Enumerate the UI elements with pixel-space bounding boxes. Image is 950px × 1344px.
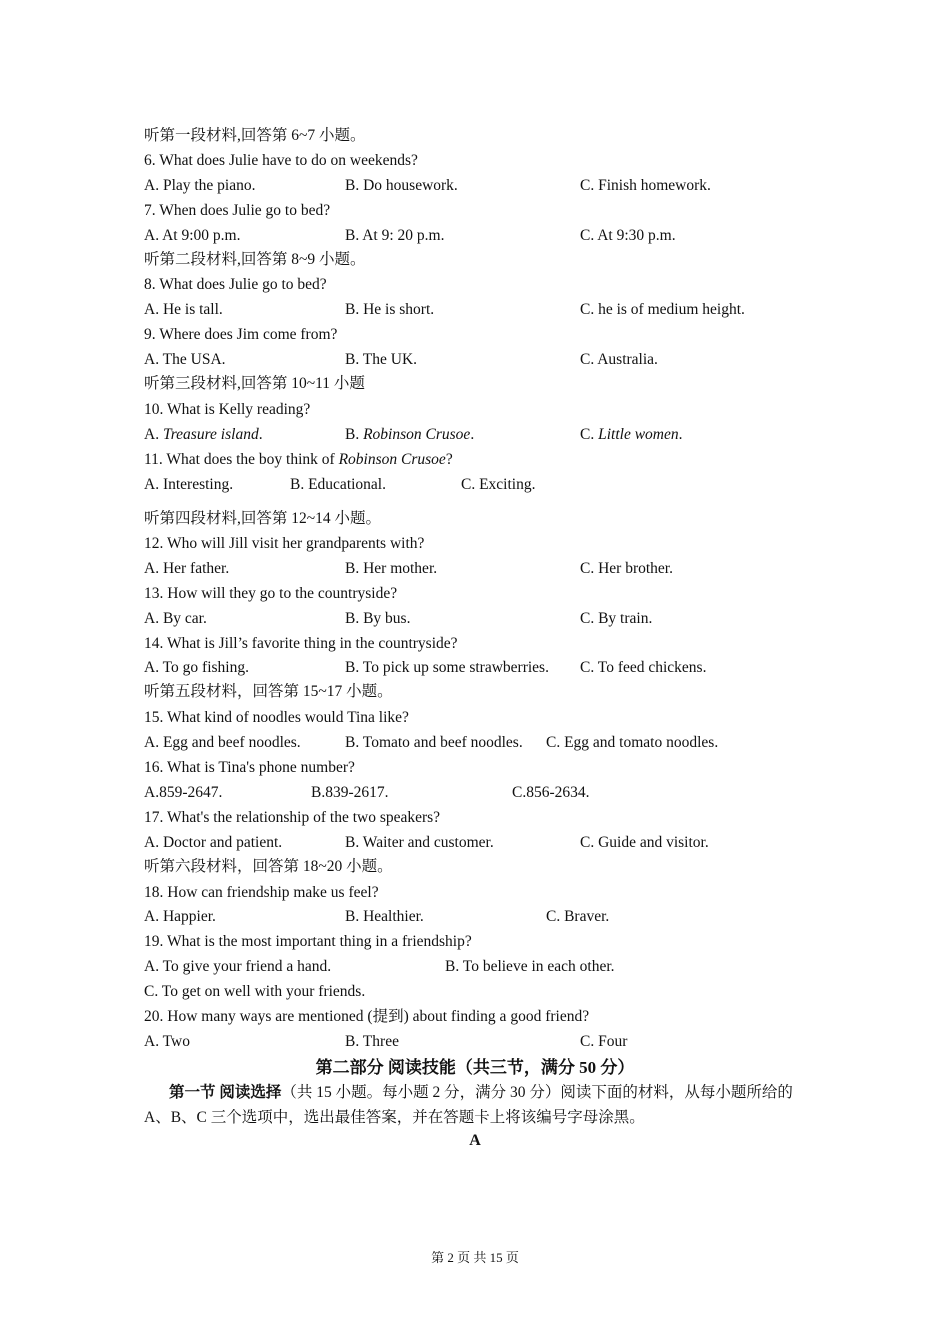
option-b: B. Three bbox=[345, 1033, 399, 1050]
question-18: 18. How can friendship make us feel? bbox=[144, 884, 379, 901]
passage-label: A bbox=[469, 1132, 481, 1149]
option-c: C. Little women. bbox=[580, 426, 683, 443]
option-b: B. Healthier. bbox=[345, 908, 424, 925]
option-c: C.856-2634. bbox=[512, 784, 590, 801]
option-b: B. Do housework. bbox=[345, 177, 458, 194]
option-a: A. Egg and beef noodles. bbox=[144, 734, 301, 751]
question-15: 15. What kind of noodles would Tina like? bbox=[144, 709, 409, 726]
part-two-title: 第二部分 阅读技能（共三节，满分 50 分） bbox=[315, 1058, 635, 1077]
option-b: B. Educational. bbox=[290, 476, 386, 493]
question-20: 20. How many ways are mentioned (提到) about finding a good friend? bbox=[144, 1008, 590, 1025]
option-b: B. Robinson Crusoe. bbox=[345, 426, 475, 443]
option-b: B. At 9: 20 p.m. bbox=[345, 227, 445, 244]
question-9: 9. Where does Jim come from? bbox=[144, 326, 338, 343]
book-title: Treasure island bbox=[162, 426, 259, 443]
option-c: C. Finish homework. bbox=[580, 177, 711, 194]
option-b: B. To believe in each other. bbox=[445, 958, 615, 975]
option-b: B. To pick up some strawberries. bbox=[345, 659, 549, 676]
section-heading-2: 听第二段材料,回答第 8~9 小题。 bbox=[144, 251, 366, 268]
question-12: 12. Who will Jill visit her grandparents with? bbox=[144, 535, 425, 552]
section-one-instructions bbox=[144, 1080, 800, 1130]
option-a: A. Play the piano. bbox=[144, 177, 256, 194]
section-one-text: （共 15 小题。每小题 2 分，满分 30 分）阅读下面的材料，从每小题所给的 A、B、C 三个选项中，选出最佳答案，并在答题卡上将该编号字母涂黑。 bbox=[144, 1084, 793, 1126]
section-heading-5: 听第五段材料，回答第 15~17 小题。 bbox=[144, 683, 393, 700]
book-title: Robinson Crusoe bbox=[338, 451, 446, 468]
section-heading-3: 听第三段材料,回答第 10~11 小题 bbox=[144, 375, 365, 392]
option-c: C. To feed chickens. bbox=[580, 659, 707, 676]
section-one-label: 第一节 阅读选择 bbox=[169, 1084, 282, 1101]
option-b: B. Tomato and beef noodles. bbox=[345, 734, 523, 751]
option-c: C. Australia. bbox=[580, 351, 658, 368]
question-14: 14. What is Jill’s favorite thing in the countryside? bbox=[144, 635, 458, 652]
option-a: A. By car. bbox=[144, 610, 207, 627]
page-number: 第 2 页 共 15 页 bbox=[431, 1250, 519, 1265]
question-16: 16. What is Tina's phone number? bbox=[144, 759, 355, 776]
option-c: C. Four bbox=[580, 1033, 628, 1050]
option-b: B. Waiter and customer. bbox=[345, 834, 494, 851]
option-c: C. he is of medium height. bbox=[580, 301, 745, 318]
option-a: A. To go fishing. bbox=[144, 659, 249, 676]
question-6: 6. What does Julie have to do on weekends? bbox=[144, 152, 418, 169]
option-a: A. At 9:00 p.m. bbox=[144, 227, 241, 244]
section-heading-1: 听第一段材料,回答第 6~7 小题。 bbox=[144, 127, 366, 144]
option-b: B. He is short. bbox=[345, 301, 435, 318]
option-a: A. To give your friend a hand. bbox=[144, 958, 332, 975]
option-a: A. Interesting. bbox=[144, 476, 234, 493]
option-b: B. The UK. bbox=[345, 351, 418, 368]
section-heading-6: 听第六段材料，回答第 18~20 小题。 bbox=[144, 858, 393, 875]
option-a: A. Happier. bbox=[144, 908, 216, 925]
option-a: A. Doctor and patient. bbox=[144, 834, 283, 851]
option-c: C. Exciting. bbox=[461, 476, 536, 493]
option-c: C. Braver. bbox=[546, 908, 610, 925]
question-17: 17. What's the relationship of the two speakers? bbox=[144, 809, 441, 826]
option-c: C. Egg and tomato noodles. bbox=[546, 734, 719, 751]
option-c: C. Her brother. bbox=[580, 560, 673, 577]
option-b: B. By bus. bbox=[345, 610, 411, 627]
question-11: 11. What does the boy think of Robinson Crusoe? bbox=[144, 451, 453, 468]
question-13: 13. How will they go to the countryside? bbox=[144, 585, 398, 602]
option-b: B.839-2617. bbox=[311, 784, 389, 801]
option-a: A.859-2647. bbox=[144, 784, 223, 801]
question-10: 10. What is Kelly reading? bbox=[144, 401, 311, 418]
question-7: 7. When does Julie go to bed? bbox=[144, 202, 331, 219]
book-title: Little women bbox=[598, 426, 679, 443]
option-a: A. The USA. bbox=[144, 351, 226, 368]
section-heading-4: 听第四段材料,回答第 12~14 小题。 bbox=[144, 510, 382, 527]
option-a: A. He is tall. bbox=[144, 301, 223, 318]
option-b: B. Her mother. bbox=[345, 560, 438, 577]
option-c: C. At 9:30 p.m. bbox=[580, 227, 676, 244]
option-c: C. By train. bbox=[580, 610, 653, 627]
option-a: A. Treasure island. bbox=[144, 426, 263, 443]
option-c: C. To get on well with your friends. bbox=[144, 983, 366, 1000]
option-a: A. Two bbox=[144, 1033, 190, 1050]
option-c: C. Guide and visitor. bbox=[580, 834, 709, 851]
question-8: 8. What does Julie go to bed? bbox=[144, 276, 327, 293]
question-19: 19. What is the most important thing in a friendship? bbox=[144, 933, 472, 950]
book-title: Robinson Crusoe bbox=[363, 426, 471, 443]
option-a: A. Her father. bbox=[144, 560, 230, 577]
